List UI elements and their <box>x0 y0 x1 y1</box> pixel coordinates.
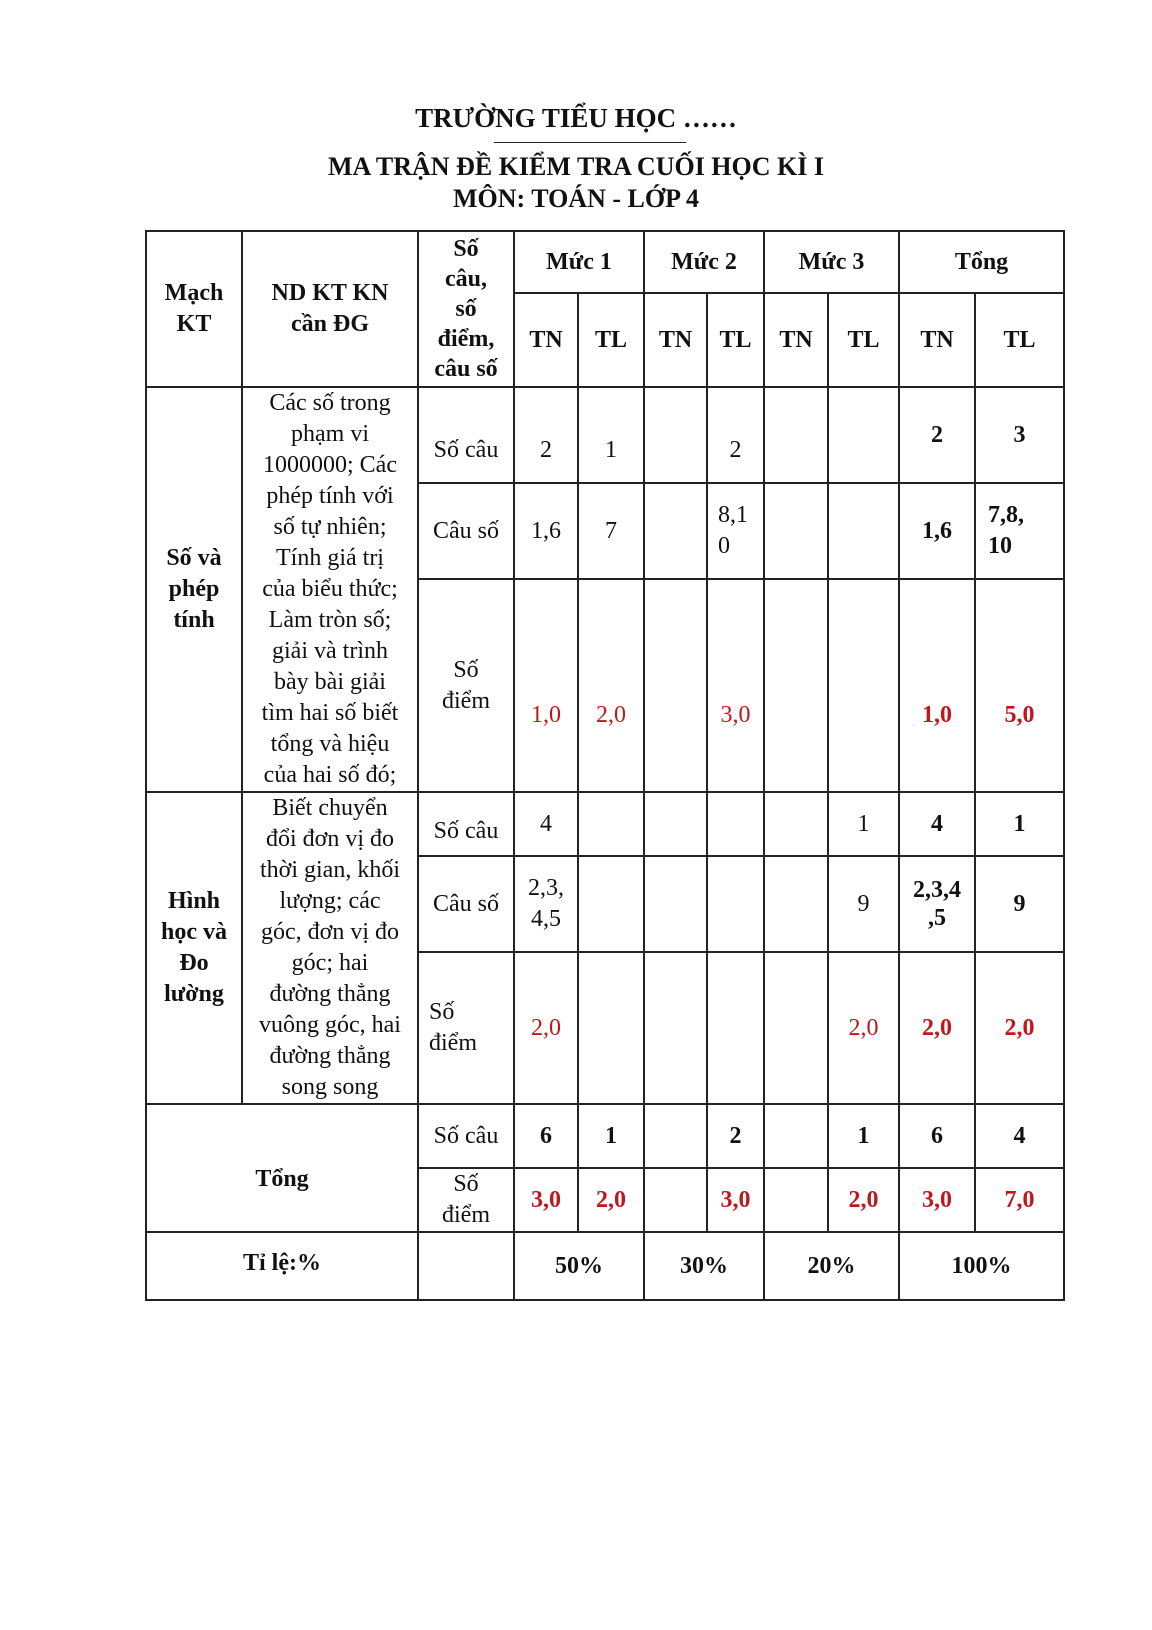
s1-diem-m1-tl: 2,0 <box>578 579 644 792</box>
s1-label-cau-so: Câu số <box>418 483 514 579</box>
header-m1-tn: TN <box>514 293 578 387</box>
s1-name: Số và phép tính <box>146 387 242 792</box>
s2-causo-m1-tl <box>578 856 644 952</box>
header-m2-tn: TN <box>644 293 707 387</box>
header-tong: Tổng <box>899 231 1064 293</box>
ratio-m2: 30% <box>644 1232 764 1300</box>
s2-causo-t-tn: 2,3,4 ,5 <box>899 856 975 952</box>
s1-diem-m3-tn <box>764 579 828 792</box>
s1-causo-m2-tl: 8,1 0 <box>707 483 764 579</box>
total-row-so-cau <box>146 1104 1064 1168</box>
s1-content: Các số trong phạm vi 1000000; Các phép tính với số tự nhiên; Tính giá trị của biểu thức; Làm tròn số; giải và trình bày bài giải tìm hai số biết tổng và hiệu của hai số đó; <box>242 387 418 792</box>
s2-label-so-diem: Số điểm <box>418 952 514 1104</box>
s2-row-so-cau <box>146 792 1064 856</box>
header-m1-tl: TL <box>578 293 644 387</box>
s2-diem-t-tn: 2,0 <box>899 952 975 1104</box>
s1-diem-t-tl: 5,0 <box>975 579 1064 792</box>
document-subtitle: MÔN: TOÁN - LỚP 4 <box>452 184 700 213</box>
total-diem-t-tn: 3,0 <box>899 1168 975 1232</box>
s1-diem-t-tn: 1,0 <box>899 579 975 792</box>
s2-name: Hình học và Đo lường <box>146 792 242 1104</box>
header-row-levels <box>146 231 1064 293</box>
school-underline <box>494 142 686 143</box>
header-muc-2: Mức 2 <box>644 231 764 293</box>
total-socau-m3-tl: 1 <box>828 1104 899 1168</box>
total-label: Tổng <box>146 1104 418 1232</box>
ratio-row <box>146 1232 1064 1300</box>
document-title: MA TRẬN ĐỀ KIỂM TRA CUỐI HỌC KÌ I <box>328 152 824 181</box>
s1-causo-m2-tn <box>644 483 707 579</box>
s2-causo-m3-tl: 9 <box>828 856 899 952</box>
total-label-so-diem: Số điểm <box>418 1168 514 1232</box>
s1-row-so-cau <box>146 387 1064 483</box>
s1-socau-m1-tl: 1 <box>578 387 644 483</box>
header-so-cau: Số câu, số điểm, câu số <box>418 231 514 387</box>
s2-diem-m1-tn: 2,0 <box>514 952 578 1104</box>
school-name: TRƯỜNG TIỂU HỌC …… <box>415 103 737 133</box>
ratio-m3: 20% <box>764 1232 899 1300</box>
total-socau-t-tn: 6 <box>899 1104 975 1168</box>
total-socau-m2-tl: 2 <box>707 1104 764 1168</box>
s2-causo-t-tl: 9 <box>975 856 1064 952</box>
s2-diem-m3-tl: 2,0 <box>828 952 899 1104</box>
s1-socau-m2-tl: 2 <box>707 387 764 483</box>
s2-socau-m1-tl <box>578 792 644 856</box>
s2-content: Biết chuyển đổi đơn vị đo thời gian, khối lượng; các góc, đơn vị đo góc; hai đường thẳng vuông góc, hai đường thẳng song song <box>242 792 418 1104</box>
total-diem-m3-tn <box>764 1168 828 1232</box>
s1-causo-t-tl: 7,8, 10 <box>975 483 1064 579</box>
s1-diem-m1-tn: 1,0 <box>514 579 578 792</box>
s2-socau-t-tl: 1 <box>975 792 1064 856</box>
s1-socau-m1-tn: 2 <box>514 387 578 483</box>
ratio-tong: 100% <box>899 1232 1064 1300</box>
s2-diem-m2-tl <box>707 952 764 1104</box>
total-diem-t-tl: 7,0 <box>975 1168 1064 1232</box>
total-socau-m3-tn <box>764 1104 828 1168</box>
s2-causo-m1-tn: 2,3, 4,5 <box>514 856 578 952</box>
s1-diem-m3-tl <box>828 579 899 792</box>
s1-socau-m2-tn <box>644 387 707 483</box>
total-socau-t-tl: 4 <box>975 1104 1064 1168</box>
header-mach-kt: Mạch KT <box>146 231 242 387</box>
s2-diem-m3-tn <box>764 952 828 1104</box>
s2-socau-t-tn: 4 <box>899 792 975 856</box>
s2-socau-m3-tl: 1 <box>828 792 899 856</box>
total-socau-m2-tn <box>644 1104 707 1168</box>
total-socau-m1-tl: 1 <box>578 1104 644 1168</box>
s1-socau-t-tn: 2 <box>899 387 975 483</box>
total-diem-m1-tn: 3,0 <box>514 1168 578 1232</box>
header-m3-tn: TN <box>764 293 828 387</box>
s1-diem-m2-tn <box>644 579 707 792</box>
header-muc-3: Mức 3 <box>764 231 899 293</box>
s2-socau-m1-tn: 4 <box>514 792 578 856</box>
s2-diem-m1-tl <box>578 952 644 1104</box>
s1-causo-t-tn: 1,6 <box>899 483 975 579</box>
header-m3-tl: TL <box>828 293 899 387</box>
s2-socau-m2-tn <box>644 792 707 856</box>
s1-label-so-diem: Số điểm <box>418 579 514 792</box>
s2-socau-m2-tl <box>707 792 764 856</box>
total-diem-m2-tn <box>644 1168 707 1232</box>
s1-diem-m2-tl: 3,0 <box>707 579 764 792</box>
s2-label-so-cau: Số câu <box>418 792 514 856</box>
s1-causo-m3-tl <box>828 483 899 579</box>
s2-diem-t-tl: 2,0 <box>975 952 1064 1104</box>
total-diem-m2-tl: 3,0 <box>707 1168 764 1232</box>
total-socau-m1-tn: 6 <box>514 1104 578 1168</box>
s1-socau-m3-tn <box>764 387 828 483</box>
s2-causo-m3-tn <box>764 856 828 952</box>
s1-label-so-cau: Số câu <box>418 387 514 483</box>
test-matrix-table <box>145 230 1065 1301</box>
ratio-empty <box>418 1232 514 1300</box>
s1-causo-m3-tn <box>764 483 828 579</box>
total-diem-m3-tl: 2,0 <box>828 1168 899 1232</box>
s2-diem-m2-tn <box>644 952 707 1104</box>
header-muc-1: Mức 1 <box>514 231 644 293</box>
total-label-so-cau: Số câu <box>418 1104 514 1168</box>
header-tong-tl: TL <box>975 293 1064 387</box>
s1-socau-t-tl: 3 <box>975 387 1064 483</box>
s1-causo-m1-tl: 7 <box>578 483 644 579</box>
total-diem-m1-tl: 2,0 <box>578 1168 644 1232</box>
header-tong-tn: TN <box>899 293 975 387</box>
s1-causo-m1-tn: 1,6 <box>514 483 578 579</box>
s2-label-cau-so: Câu số <box>418 856 514 952</box>
s1-socau-m3-tl <box>828 387 899 483</box>
s2-socau-m3-tn <box>764 792 828 856</box>
header-m2-tl: TL <box>707 293 764 387</box>
s2-causo-m2-tl <box>707 856 764 952</box>
ratio-m1: 50% <box>514 1232 644 1300</box>
ratio-label: Tỉ lệ:% <box>146 1232 418 1300</box>
header-nd-kt: ND KT KN cần ĐG <box>242 231 418 387</box>
s2-causo-m2-tn <box>644 856 707 952</box>
